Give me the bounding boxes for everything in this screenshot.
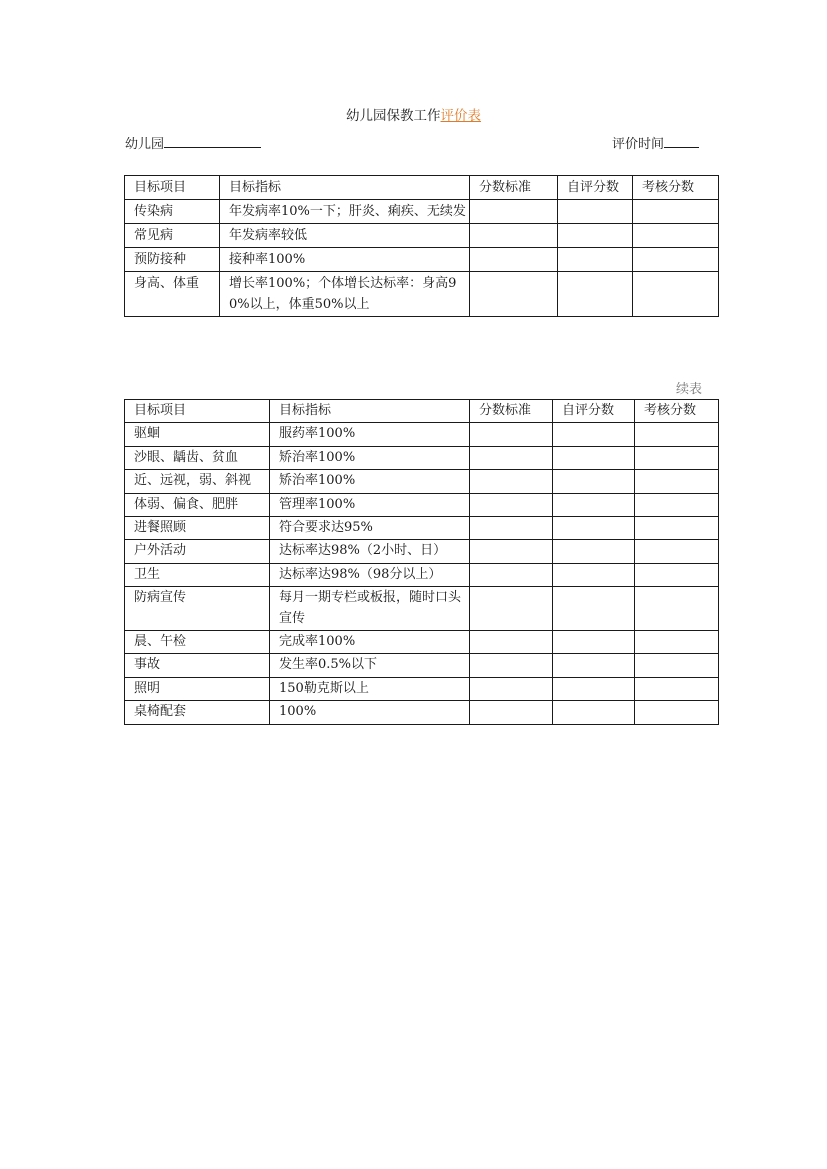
score-cell[interactable] xyxy=(635,470,719,493)
table-row xyxy=(125,470,719,493)
score-cell[interactable] xyxy=(558,200,633,224)
score-cell[interactable] xyxy=(558,224,633,248)
table-cell: 增长率100%；个体增长达标率：身高90%以上，体重50%以上 xyxy=(220,272,470,317)
score-cell[interactable] xyxy=(553,470,635,493)
score-cell[interactable] xyxy=(633,248,719,272)
table-row xyxy=(125,200,719,224)
score-cell[interactable] xyxy=(635,540,719,563)
table-cell: 年发病率10%一下；肝炎、痢疾、无续发 xyxy=(220,200,470,224)
table-cell: 预防接种 xyxy=(125,248,220,272)
score-cell[interactable] xyxy=(558,272,633,317)
table-cell: 150勒克斯以上 xyxy=(270,677,470,700)
title-link[interactable]: 评价表 xyxy=(440,108,481,124)
score-cell[interactable] xyxy=(470,654,553,677)
score-cell[interactable] xyxy=(553,701,635,724)
score-cell[interactable] xyxy=(470,563,553,586)
table-1-body xyxy=(125,176,719,317)
table-2-body xyxy=(125,400,719,725)
table-cell: 卫生 xyxy=(125,563,270,586)
score-cell[interactable] xyxy=(553,540,635,563)
score-cell[interactable] xyxy=(635,654,719,677)
score-cell[interactable] xyxy=(553,446,635,469)
score-cell[interactable] xyxy=(470,540,553,563)
score-cell[interactable] xyxy=(635,563,719,586)
score-cell[interactable] xyxy=(635,517,719,540)
table-cell: 每月一期专栏或板报，随时口头宣传 xyxy=(270,587,470,631)
table-row xyxy=(125,654,719,677)
column-header: 考核分数 xyxy=(635,400,719,423)
page-title xyxy=(0,107,827,125)
score-cell[interactable] xyxy=(470,517,553,540)
score-cell[interactable] xyxy=(635,493,719,516)
table-cell: 发生率0.5%以下 xyxy=(270,654,470,677)
score-cell[interactable] xyxy=(635,677,719,700)
score-cell[interactable] xyxy=(635,631,719,654)
table-cell: 户外活动 xyxy=(125,540,270,563)
eval-time-label: 评价时间 xyxy=(612,137,665,152)
score-cell[interactable] xyxy=(470,701,553,724)
table-cell: 身高、体重 xyxy=(125,272,220,317)
evaluation-table-2 xyxy=(124,399,719,725)
table-row xyxy=(125,224,719,248)
column-header: 自评分数 xyxy=(553,400,635,423)
score-cell[interactable] xyxy=(633,272,719,317)
table-cell: 照明 xyxy=(125,677,270,700)
table-row xyxy=(125,272,719,317)
score-cell[interactable] xyxy=(635,446,719,469)
table-cell: 进餐照顾 xyxy=(125,517,270,540)
eval-time-blank xyxy=(664,133,699,148)
score-cell[interactable] xyxy=(470,423,553,446)
column-header: 目标项目 xyxy=(125,176,220,200)
table-row xyxy=(125,563,719,586)
table-cell: 年发病率较低 xyxy=(220,224,470,248)
table-cell: 驱蛔 xyxy=(125,423,270,446)
table-cell: 矫治率100% xyxy=(270,446,470,469)
table-cell: 达标率达98%（2小时、日） xyxy=(270,540,470,563)
score-cell[interactable] xyxy=(553,493,635,516)
score-cell[interactable] xyxy=(470,248,558,272)
table-cell: 事故 xyxy=(125,654,270,677)
score-cell[interactable] xyxy=(470,446,553,469)
table-cell: 达标率达98%（98分以上） xyxy=(270,563,470,586)
table-cell: 完成率100% xyxy=(270,631,470,654)
table-cell: 接种率100% xyxy=(220,248,470,272)
kindergarten-label: 幼儿园 xyxy=(125,137,165,152)
header-row xyxy=(125,176,719,200)
table-row xyxy=(125,248,719,272)
column-header: 目标项目 xyxy=(125,400,270,423)
table-row xyxy=(125,631,719,654)
kindergarten-blank xyxy=(164,133,261,148)
table-cell: 传染病 xyxy=(125,200,220,224)
table-row xyxy=(125,540,719,563)
score-cell[interactable] xyxy=(635,701,719,724)
table-row xyxy=(125,446,719,469)
table-row xyxy=(125,423,719,446)
score-cell[interactable] xyxy=(558,248,633,272)
table-cell: 体弱、偏食、肥胖 xyxy=(125,493,270,516)
table-row xyxy=(125,677,719,700)
score-cell[interactable] xyxy=(633,200,719,224)
header-row xyxy=(125,400,719,423)
score-cell[interactable] xyxy=(470,272,558,317)
score-cell[interactable] xyxy=(553,677,635,700)
table-cell: 桌椅配套 xyxy=(125,701,270,724)
column-header: 自评分数 xyxy=(558,176,633,200)
score-cell[interactable] xyxy=(470,224,558,248)
score-cell[interactable] xyxy=(633,224,719,248)
table-cell: 近、远视，弱、斜视 xyxy=(125,470,270,493)
table-cell: 管理率100% xyxy=(270,493,470,516)
table-cell: 服药率100% xyxy=(270,423,470,446)
table-cell: 符合要求达95% xyxy=(270,517,470,540)
table-row xyxy=(125,587,719,631)
score-cell[interactable] xyxy=(553,631,635,654)
table-row xyxy=(125,517,719,540)
table-row xyxy=(125,701,719,724)
table-cell: 100% xyxy=(270,701,470,724)
evaluation-table-1 xyxy=(124,175,719,317)
score-cell[interactable] xyxy=(470,677,553,700)
score-cell[interactable] xyxy=(470,200,558,224)
column-header: 分数标准 xyxy=(470,176,558,200)
score-cell[interactable] xyxy=(553,423,635,446)
continued-label: 续表 xyxy=(676,382,703,397)
score-cell[interactable] xyxy=(470,587,553,631)
score-cell[interactable] xyxy=(635,587,719,631)
table-cell: 常见病 xyxy=(125,224,220,248)
score-cell[interactable] xyxy=(553,654,635,677)
kindergarten-field xyxy=(125,133,261,154)
title-text: 幼儿园保教工作 xyxy=(346,108,441,124)
table-cell: 防病宣传 xyxy=(125,587,270,631)
table-cell: 沙眼、龋齿、贫血 xyxy=(125,446,270,469)
score-cell[interactable] xyxy=(470,470,553,493)
score-cell[interactable] xyxy=(635,423,719,446)
score-cell[interactable] xyxy=(553,587,635,631)
column-header: 目标指标 xyxy=(220,176,470,200)
eval-time-field xyxy=(612,133,699,154)
score-cell[interactable] xyxy=(470,631,553,654)
column-header: 考核分数 xyxy=(633,176,719,200)
score-cell[interactable] xyxy=(553,517,635,540)
table-cell: 矫治率100% xyxy=(270,470,470,493)
score-cell[interactable] xyxy=(470,493,553,516)
score-cell[interactable] xyxy=(553,563,635,586)
table-cell: 晨、午检 xyxy=(125,631,270,654)
table-row xyxy=(125,493,719,516)
column-header: 目标指标 xyxy=(270,400,470,423)
column-header: 分数标准 xyxy=(470,400,553,423)
